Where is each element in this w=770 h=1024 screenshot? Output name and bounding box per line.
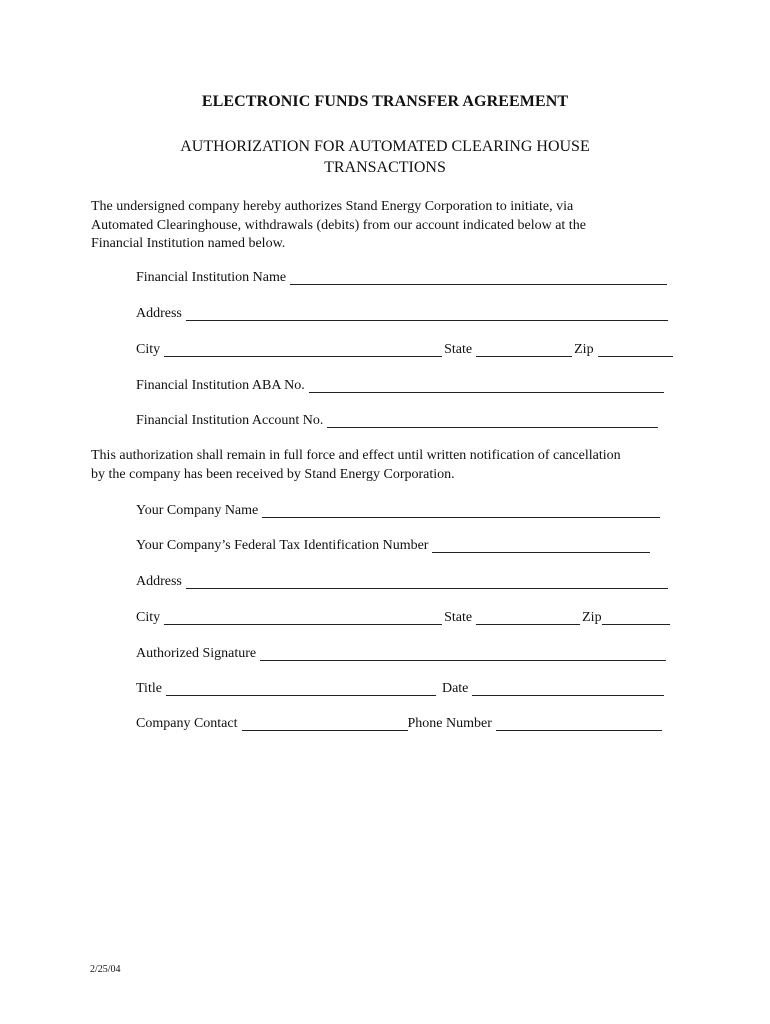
date-label: Date	[441, 681, 469, 696]
authorization-line-2: by the company has been received by Stand Energy Corporation.	[91, 466, 455, 482]
title-date-row	[136, 679, 664, 699]
aba-label: Financial Institution ABA No.	[136, 378, 305, 393]
company-name-field[interactable]	[262, 502, 660, 518]
institution-name-row	[136, 268, 667, 288]
signature-label: Authorized Signature	[136, 646, 257, 661]
document-title: ELECTRONIC FUNDS TRANSFER AGREEMENT	[201, 93, 569, 110]
phone-label: Phone Number	[407, 716, 492, 731]
company-state-field[interactable]	[476, 609, 580, 625]
company-address-row	[136, 572, 668, 592]
bank-city-label: City	[136, 342, 161, 357]
institution-name-field[interactable]	[290, 269, 667, 285]
contact-phone-row	[136, 714, 662, 734]
company-city-state-zip-row	[136, 608, 670, 628]
bank-address-label: Address	[136, 306, 182, 321]
institution-name-label: Financial Institution Name	[136, 270, 287, 285]
intro-line-2: Automated Clearinghouse, withdrawals (debits) from our account indicated below at the	[91, 217, 586, 233]
bank-state-label: State	[444, 342, 473, 357]
signature-field[interactable]	[260, 645, 666, 661]
company-city-label: City	[136, 610, 161, 625]
intro-paragraph	[91, 198, 691, 254]
account-label: Financial Institution Account No.	[136, 413, 324, 428]
bank-state-field[interactable]	[476, 341, 572, 357]
date-field[interactable]	[472, 680, 664, 696]
company-city-field[interactable]	[164, 609, 442, 625]
tax-id-field[interactable]	[432, 537, 650, 553]
bank-address-field[interactable]	[186, 305, 668, 321]
company-address-label: Address	[136, 574, 182, 589]
title-label: Title	[136, 681, 162, 696]
company-state-label: State	[444, 610, 473, 625]
tax-id-row	[136, 536, 650, 556]
company-name-row	[136, 501, 660, 521]
intro-line-3: Financial Institution named below.	[91, 236, 286, 251]
company-name-label: Your Company Name	[136, 503, 259, 518]
authorization-line-1: This authorization shall remain in full force and effect until written notification of cancellation	[91, 448, 621, 463]
bank-city-state-zip-row	[136, 340, 673, 360]
intro-line-1: The undersigned company hereby authorizes Stand Energy Corporation to initiate, via	[91, 199, 574, 214]
phone-field[interactable]	[496, 715, 662, 731]
authorization-paragraph	[91, 447, 691, 484]
contact-field[interactable]	[242, 715, 408, 731]
tax-id-label: Your Company’s Federal Tax Identification Number	[136, 538, 429, 553]
account-field[interactable]	[327, 412, 658, 428]
aba-row	[136, 376, 664, 396]
contact-label: Company Contact	[136, 716, 238, 731]
bank-city-field[interactable]	[164, 341, 442, 357]
aba-field[interactable]	[309, 377, 664, 393]
subtitle-line-2: TRANSACTIONS	[324, 159, 446, 176]
document-subtitle	[0, 136, 770, 178]
signature-row	[136, 644, 666, 664]
footer-date: 2/25/04	[90, 964, 121, 975]
company-address-field[interactable]	[186, 573, 668, 589]
subtitle-line-1: AUTHORIZATION FOR AUTOMATED CLEARING HOUSE	[180, 138, 590, 155]
bank-zip-label: Zip	[574, 342, 594, 357]
company-zip-label: Zip	[582, 610, 602, 625]
title-field[interactable]	[166, 680, 436, 696]
company-zip-field[interactable]	[602, 609, 670, 625]
account-row	[136, 411, 658, 431]
bank-zip-field[interactable]	[598, 341, 673, 357]
bank-address-row	[136, 304, 668, 324]
